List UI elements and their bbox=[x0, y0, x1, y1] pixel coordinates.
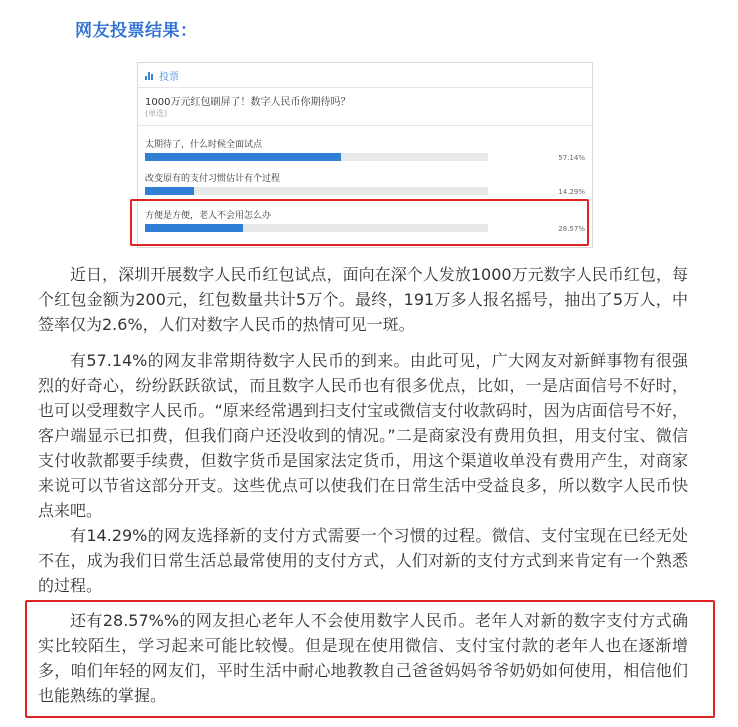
poll-option-label: 方便是方便，老人不会用怎么办 bbox=[145, 211, 272, 221]
poll-option-track bbox=[145, 187, 488, 195]
paragraph-elderly: 还有28.57%%的网友担心老年人不会使用数字人民币。老年人对新的数字支付方式确实比较陌生，学习起来可能比较慢。但是现在使用微信、支付宝付款的老年人也在逐渐增多，咱们年轻的网友们，平时生活中耐心地教教自己爸爸妈妈爷爷奶奶如何使用，相信他们也能熟练的掌握。 bbox=[38, 611, 688, 705]
poll-option-percent: 14.29% bbox=[558, 188, 585, 196]
poll-question: 1000万元红包刷屏了！数字人民币你期待吗？ bbox=[145, 97, 351, 108]
bar-chart-icon bbox=[145, 71, 156, 80]
poll-option-track bbox=[145, 153, 488, 161]
section-heading: 网友投票结果： bbox=[75, 21, 198, 41]
highlight-box-poll-option bbox=[130, 199, 589, 246]
paragraph-habit: 有14.29%的网友选择新的支付方式需要一个习惯的过程。微信、支付宝现在已经无处不在，成为我们日常生活总最常使用的支付方式，人们对新的支付方式到来肯定有一个熟悉的过程。 bbox=[38, 526, 688, 595]
poll-option-percent: 57.14% bbox=[558, 154, 585, 162]
poll-type: (单选) bbox=[145, 109, 168, 118]
poll-divider bbox=[138, 125, 592, 126]
poll-option[interactable] bbox=[145, 137, 585, 171]
poll-divider bbox=[138, 87, 592, 88]
poll-option-bar bbox=[145, 187, 194, 195]
poll-option-bar bbox=[145, 153, 341, 161]
poll-header-label: 投票 bbox=[159, 72, 179, 83]
paragraph-expectation: 有57.14%的网友非常期待数字人民币的到来。由此可见，广大网友对新鲜事物有很强烈的好奇心，纷纷跃跃欲试，而且数字人民币也有很多优点，比如，一是店面信号不好时，也可以受理数字人民币。“原来经常遇到扫支付宝或微信支付收款码时，因为店面信号不好，客户端显示已扣费，但我们商户还没收到的情况。”二是商家没有费用负担，用支付宝、微信支付收款都要手续费，但数字货币是国家法定货币，用这个渠道收单没有费用产生，对商家来说可以节省这部分开支。这些优点可以使我们在日常生活中受益良多，所以数字人民币快点来吧。 bbox=[38, 351, 688, 520]
poll-header bbox=[145, 68, 179, 83]
poll-option-label: 太期待了，什么时候全面试点 bbox=[145, 140, 263, 150]
paragraph-intro: 近日，深圳开展数字人民币红包试点，面向在深个人发放1000万元数字人民币红包，每个红包金额为200元，红包数量共计5万个。最终，191万多人报名摇号，抽出了5万人，中签率仅为2.6%，人们对数字人民币的热情可见一斑。 bbox=[38, 265, 688, 334]
poll-option-label: 改变原有的支付习惯估计有个过程 bbox=[145, 174, 281, 184]
poll-option-percent: 28.57% bbox=[558, 225, 585, 233]
